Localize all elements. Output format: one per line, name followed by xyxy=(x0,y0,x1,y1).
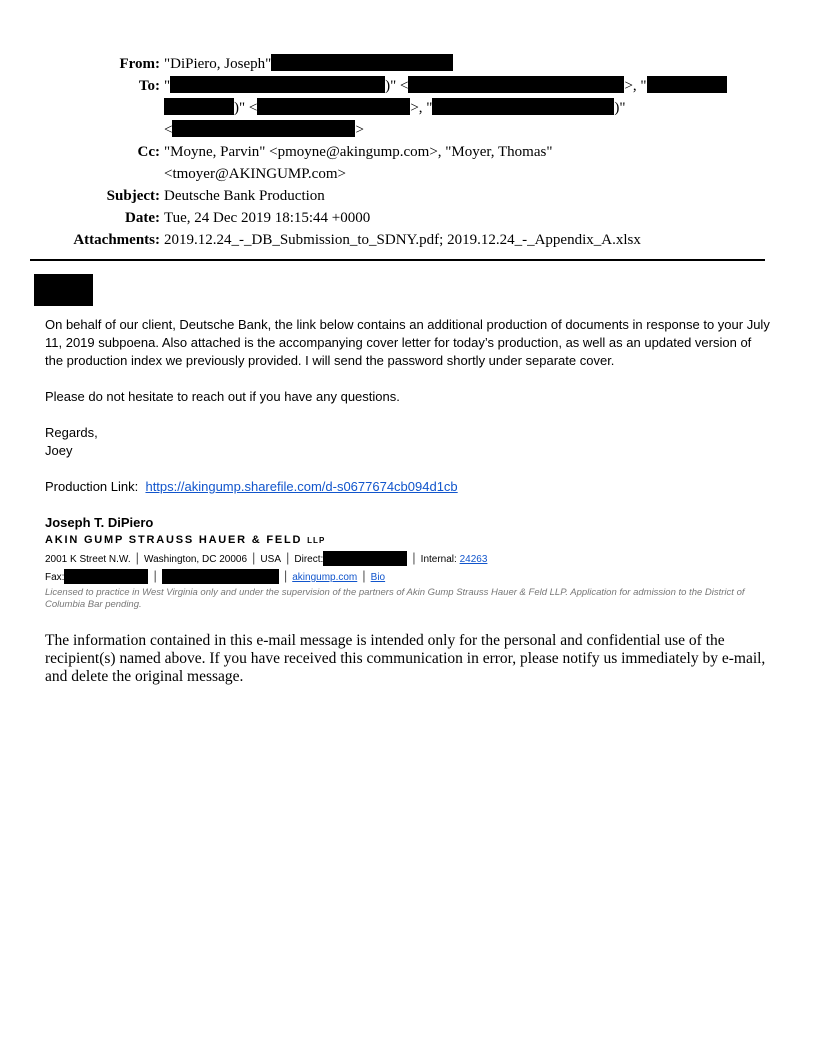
cc-row xyxy=(30,141,750,185)
email-signature xyxy=(45,515,770,611)
subject-value: Deutsche Bank Production xyxy=(164,188,325,204)
to-quote: " xyxy=(164,78,171,94)
production-link-line xyxy=(45,478,770,496)
signature-address-line: 2001 K Street N.W. | Washington, DC 20006 | USA | Direct: | Internal: 24263 xyxy=(45,550,488,565)
firm-suffix: LLP xyxy=(307,536,326,545)
signoff-name: Joey xyxy=(45,443,73,458)
country: USA xyxy=(260,554,281,565)
body-paragraph: On behalf of our client, Deutsche Bank, the link below contains an additional production of documents in response to your July 11, 2019 subpoena. Also attached is the accompanying cover letter for today’s production, as well as an updated version of the production index we previously provided. I will send the password shortly under separate cover. xyxy=(45,317,770,368)
email-body xyxy=(45,316,770,496)
to-fragment: >, " xyxy=(410,100,433,116)
body-paragraph: Please do not hesitate to reach out if you have any questions. xyxy=(45,389,400,404)
attachments-label: Attachments: xyxy=(73,232,160,248)
cc-line-2: <tmoyer@AKINGUMP.com> xyxy=(164,166,346,182)
redaction-block xyxy=(64,569,148,584)
redacted-salutation xyxy=(34,274,93,306)
to-value xyxy=(160,75,750,141)
closing: Regards, xyxy=(45,425,98,440)
to-label: To: xyxy=(138,78,160,94)
redaction-block xyxy=(257,98,410,115)
redaction-block xyxy=(323,551,407,566)
production-link[interactable]: https://akingump.sharefile.com/d-s0677674cb094d1cb xyxy=(145,479,458,494)
email-header xyxy=(30,53,750,251)
header-divider xyxy=(30,259,765,261)
street-address: 2001 K Street N.W. xyxy=(45,554,131,565)
website-link[interactable]: akingump.com xyxy=(292,572,358,583)
date-label: Date: xyxy=(125,210,160,226)
subject-label: Subject: xyxy=(106,188,160,204)
attachments-row xyxy=(30,229,750,251)
date-row xyxy=(30,207,750,229)
redaction-block xyxy=(164,98,234,115)
cc-label: Cc: xyxy=(137,144,160,160)
subject-row xyxy=(30,185,750,207)
internal-extension-link[interactable]: 24263 xyxy=(459,554,488,565)
licensing-disclaimer: Licensed to practice in West Virginia only and under the supervision of the partners of Akin Gump Strauss Hauer & Feld LLP. Application for admission to the District of Columbia Bar pending. xyxy=(45,587,745,610)
date-value: Tue, 24 Dec 2019 18:15:44 +0000 xyxy=(164,210,371,226)
from-label: From: xyxy=(119,56,160,72)
firm-name xyxy=(45,531,770,550)
redaction-block xyxy=(162,569,279,584)
production-link-label: Production Link: xyxy=(45,479,139,494)
internal-label: Internal: xyxy=(420,554,457,565)
from-row xyxy=(30,53,750,75)
redaction-block xyxy=(170,76,385,93)
cc-line-1: "Moyne, Parvin" <pmoyne@akingump.com>, "Moyer, Thomas" xyxy=(164,144,553,160)
to-fragment: >, " xyxy=(624,78,647,94)
redaction-block xyxy=(408,76,624,93)
signature-contact-line: Fax: | | akingump.com | Bio xyxy=(45,568,386,583)
signature-name: Joseph T. DiPiero xyxy=(45,515,154,530)
confidentiality-notice: The information contained in this e-mail message is intended only for the personal and confidential use of the recipient(s) named above. If you have received this communication in error, please notify us immediately by e-mail, and delete the original message. xyxy=(45,632,766,685)
fax-label: Fax: xyxy=(45,572,65,583)
redaction-block xyxy=(172,120,355,137)
redaction-block xyxy=(647,76,727,93)
to-fragment: > xyxy=(355,122,364,138)
to-fragment: )" < xyxy=(234,100,258,116)
to-row xyxy=(30,75,750,141)
city: Washington, DC 20006 xyxy=(144,554,248,565)
redaction-block xyxy=(271,54,453,71)
attachments-value: 2019.12.24_-_DB_Submission_to_SDNY.pdf; 2019.12.24_-_Appendix_A.xlsx xyxy=(164,232,641,248)
direct-label: Direct: xyxy=(294,554,324,565)
to-fragment: )" < xyxy=(385,78,409,94)
to-fragment: < xyxy=(164,122,173,138)
redaction-block xyxy=(432,98,614,115)
bio-link[interactable]: Bio xyxy=(370,572,386,583)
firm-name-text: AKIN GUMP STRAUSS HAUER & FELD xyxy=(45,534,303,546)
to-fragment: )" xyxy=(614,100,626,116)
from-value: "DiPiero, Joseph" xyxy=(164,56,272,72)
